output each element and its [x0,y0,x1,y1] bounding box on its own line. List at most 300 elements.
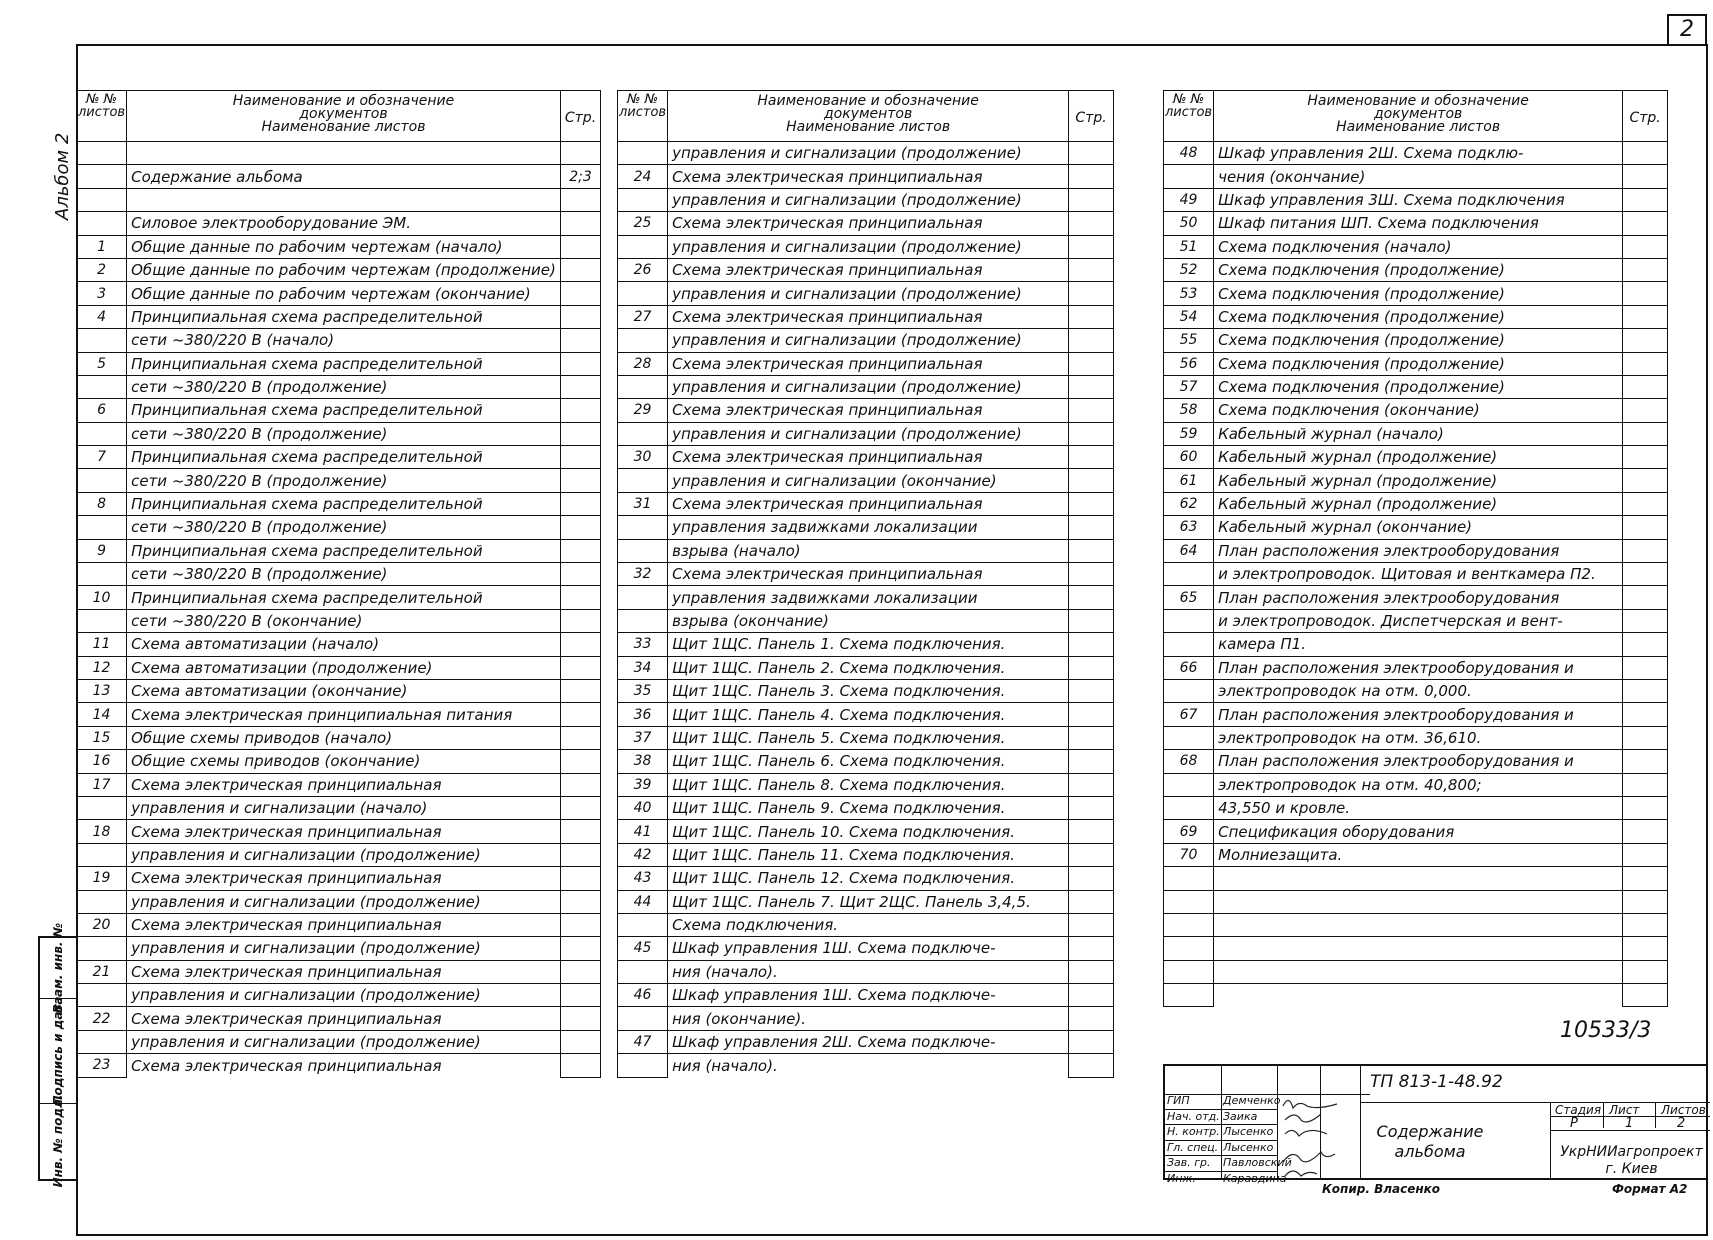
table-row [1164,937,1668,960]
page-cell [1623,258,1668,281]
sheet-name-cell: Схема электрическая принципиальная [668,446,1069,469]
page-cell [1069,1054,1114,1077]
page-cell [1069,843,1114,866]
page-number: 2 [1667,14,1707,44]
sheet-name-cell: Схема подключения (начало) [1214,235,1623,258]
table-row [77,913,601,936]
page-cell [1069,165,1114,188]
document-description: Содержание альбома [1376,1122,1484,1161]
sheet-name-cell: чения (окончание) [1214,165,1623,188]
sheet-number-cell: 20 [77,913,127,936]
page-cell [560,867,600,890]
sheet-number-cell: 59 [1164,422,1214,445]
page-cell [1069,726,1114,749]
table-row [1164,656,1668,679]
page-cell [560,960,600,983]
sheet-name-cell: электропроводок на отм. 40,800; [1214,773,1623,796]
sheet-name-cell: сети ~380/220 В (продолжение) [127,516,561,539]
page-cell [1069,563,1114,586]
sheet-name-cell: управления и сигнализации (продолжение) [127,843,561,866]
table-row [618,399,1114,422]
sheet-number-cell [1164,563,1214,586]
sheet-name-cell: Схема подключения (продолжение) [1214,375,1623,398]
sheet-name-cell: Содержание альбома [127,165,561,188]
sheet-number-cell: 12 [77,656,127,679]
table-row [1164,726,1668,749]
page-cell [560,913,600,936]
page-cell [560,703,600,726]
sheet-number-cell [618,142,668,165]
sheet-number-cell [618,188,668,211]
page-cell [1623,446,1668,469]
table-row [77,750,601,773]
table-row [618,329,1114,352]
page-cell [1623,516,1668,539]
sheet-number-cell: 6 [77,399,127,422]
sheet-number-cell: 9 [77,539,127,562]
header-sheet-number: № № листов [1164,91,1214,142]
page-cell [1069,960,1114,983]
sheet-name-cell: 43,550 и кровле. [1214,796,1623,819]
page-cell [1623,726,1668,749]
table-row [77,703,601,726]
page-cell [560,1054,600,1077]
page-cell [560,142,600,165]
sheet-name-cell: управления и сигнализации (продолжение) [668,188,1069,211]
page-cell [1623,375,1668,398]
sheet-number-cell [77,375,127,398]
sheet-number-cell [1164,984,1214,1007]
table-row [77,375,601,398]
page-cell [560,282,600,305]
sheet-number-cell: 61 [1164,469,1214,492]
page-cell [1623,212,1668,235]
table-row [1164,492,1668,515]
sheet-name-cell: сети ~380/220 В (продолжение) [127,469,561,492]
sheet-name-cell: Схема подключения. [668,913,1069,936]
sheet-number-cell: 40 [618,796,668,819]
table-row [1164,960,1668,983]
sheet-name-cell: Молниезащита. [1214,843,1623,866]
sheet-name-cell: управления и сигнализации (продолжение) [668,375,1069,398]
table-row [77,843,601,866]
table-row [618,352,1114,375]
sheet-number-cell: 47 [618,1030,668,1053]
table-row [1164,984,1668,1007]
format-note: Формат А2 [1612,1182,1688,1196]
side-stamp-replaced-inv: Взам. инв. № [40,938,76,999]
table-row [618,563,1114,586]
page-cell [560,984,600,1007]
sheet-number-cell [618,913,668,936]
table-row [77,446,601,469]
page-cell [560,329,600,352]
sheet-number-cell: 22 [77,1007,127,1030]
sheet-number-cell: 4 [77,305,127,328]
sheet-number-cell [77,165,127,188]
page-cell [1069,235,1114,258]
page-cell [1069,609,1114,632]
page-cell [1069,492,1114,515]
tb-role: Инж. [1167,1171,1196,1185]
header-sheet-number: № № листов [77,91,127,142]
sheet-number-cell: 3 [77,282,127,305]
sheet-name-cell: управления и сигнализации (продолжение) [127,984,561,1007]
sheet-number-cell [618,609,668,632]
sheet-number-cell: 37 [618,726,668,749]
sheet-number-cell [1164,913,1214,936]
index-table-2 [617,90,1114,1078]
side-stamp [38,922,76,1188]
sheet-number-cell [1164,867,1214,890]
page-cell [1069,469,1114,492]
page-cell [1069,984,1114,1007]
sheet-number-cell: 11 [77,633,127,656]
header-name: Наименование и обозначение документов Наименование листов [127,91,561,142]
page-cell [1069,679,1114,702]
sheet-name-cell: Схема подключения (продолжение) [1214,305,1623,328]
sheet-name-cell: Общие схемы приводов (начало) [127,726,561,749]
sheet-name-cell [127,188,561,211]
table-row [618,890,1114,913]
sheet-number-cell [1164,679,1214,702]
sheet-name-cell: управления и сигнализации (продолжение) [127,937,561,960]
table-row [618,282,1114,305]
page-cell [1069,820,1114,843]
sheet-name-cell: сети ~380/220 В (окончание) [127,609,561,632]
sheet-name-cell: Схема электрическая принципиальная [668,305,1069,328]
side-stamp-original-inv: Инв. № подл. [51,1094,65,1188]
header-name: Наименование и обозначение документов Наименование листов [1214,91,1623,142]
sheet-name-cell [1214,937,1623,960]
sheet-number-cell: 36 [618,703,668,726]
sheet-name-cell: Принципиальная схема распределительной [127,399,561,422]
document-code: ТП 813-1-48.92 [1370,1072,1503,1092]
table-row [1164,188,1668,211]
page-cell [1623,469,1668,492]
page-cell [560,609,600,632]
table-row [1164,843,1668,866]
sheet-name-cell: Принципиальная схема распределительной [127,586,561,609]
table-row [618,750,1114,773]
table-row [618,305,1114,328]
page-cell [1069,329,1114,352]
table-row [618,188,1114,211]
sheet-name-cell: управления и сигнализации (продолжение) [127,890,561,913]
sheet-name-cell: Щит 1ЩС. Панель 1. Схема подключения. [668,633,1069,656]
sheet-name-cell: камера П1. [1214,633,1623,656]
sheet-name-cell: Щит 1ЩС. Панель 4. Схема подключения. [668,703,1069,726]
sheet-number-cell: 28 [618,352,668,375]
page-cell [1623,282,1668,305]
page-cell [560,188,600,211]
sheet-number-cell: 68 [1164,750,1214,773]
page-cell [1069,539,1114,562]
page-cell [1623,235,1668,258]
table-row [1164,890,1668,913]
sheet-name-cell: управления и сигнализации (продолжение) [668,235,1069,258]
sheet-name-cell: План расположения электрооборудования и [1214,656,1623,679]
page-cell [560,212,600,235]
tb-roles [1165,1094,1221,1186]
sheet-number-cell [618,282,668,305]
page-cell [560,399,600,422]
sheet-number-cell: 19 [77,867,127,890]
sheet-name-cell: Щит 1ЩС. Панель 11. Схема подключения. [668,843,1069,866]
sheet-number-cell: 54 [1164,305,1214,328]
sheet-name-cell: сети ~380/220 В (продолжение) [127,422,561,445]
sheet-name-cell: Схема автоматизации (начало) [127,633,561,656]
sheet-name-cell: Принципиальная схема распределительной [127,446,561,469]
sheet-name-cell: электропроводок на отм. 0,000. [1214,679,1623,702]
table-row [618,469,1114,492]
table-row [1164,282,1668,305]
sheet-name-cell: Шкаф управления 3Ш. Схема подключения [1214,188,1623,211]
side-stamp-signature-date: Подпись и дата [40,998,76,1104]
sheet-name-cell: Щит 1ЩС. Панель 8. Схема подключения. [668,773,1069,796]
table-row [77,469,601,492]
table-row [77,399,601,422]
sheet-number-cell: 5 [77,352,127,375]
copy-note: Копир. Власенко [1322,1182,1441,1196]
page-cell [1623,867,1668,890]
sheet-number-cell: 39 [618,773,668,796]
sheet-number-cell: 56 [1164,352,1214,375]
sheet-number-cell [77,469,127,492]
header-page: Стр. [1623,91,1668,142]
sheet-name-cell: Принципиальная схема распределительной [127,305,561,328]
tb-role: Гл. спец. [1165,1141,1221,1157]
sheet-name-cell: Щит 1ЩС. Панель 10. Схема подключения. [668,820,1069,843]
table-row [1164,258,1668,281]
page-cell [560,492,600,515]
sheet-name-cell: Схема подключения (продолжение) [1214,258,1623,281]
page-cell [1623,188,1668,211]
sheet-name-cell: управления и сигнализации (окончание) [668,469,1069,492]
page-cell [560,796,600,819]
table-row [1164,539,1668,562]
sheet-number-cell [77,984,127,1007]
page-cell [560,516,600,539]
table-row [618,937,1114,960]
page-cell [1623,422,1668,445]
sheet-number-cell [618,422,668,445]
sheet-name-cell: Схема электрическая принципиальная [668,399,1069,422]
sheet-name-cell: управления и сигнализации (продолжение) [668,282,1069,305]
page-cell [1069,750,1114,773]
sheet-name-cell: Общие данные по рабочим чертежам (начало) [127,235,561,258]
page-cell [1623,960,1668,983]
sheet-name-cell: управления задвижками локализации [668,516,1069,539]
sheet-number-cell [1164,726,1214,749]
table-row [77,867,601,890]
page-cell [560,1030,600,1053]
sheet-name-cell: сети ~380/220 В (начало) [127,329,561,352]
sheet-name-cell: Спецификация оборудования [1214,820,1623,843]
sheet-number-cell: 8 [77,492,127,515]
sheet-number-cell: 43 [618,867,668,890]
table-row [1164,446,1668,469]
sheet-name-cell: Щит 1ЩС. Панель 5. Схема подключения. [668,726,1069,749]
page-cell [560,352,600,375]
page-cell [560,469,600,492]
sheet-number-cell [618,516,668,539]
page-cell [1069,773,1114,796]
page-cell [1623,820,1668,843]
table-row [618,1054,1114,1077]
sheet-name-cell: Кабельный журнал (продолжение) [1214,492,1623,515]
sheet-number-cell: 27 [618,305,668,328]
sheet-number-cell: 10 [77,586,127,609]
sheet-number-cell [77,796,127,819]
table-row [77,586,601,609]
page-cell [1623,305,1668,328]
sheet-number-cell: 13 [77,679,127,702]
table-row [77,563,601,586]
table-row [618,656,1114,679]
page-cell [560,1007,600,1030]
sheet-name-cell: взрыва (начало) [668,539,1069,562]
tb-role: Зав. гр. [1165,1156,1221,1172]
sheet-number-cell [1164,796,1214,819]
table-row [618,796,1114,819]
sheet-number-cell [77,563,127,586]
sheet-name-cell: управления и сигнализации (продолжение) [668,142,1069,165]
page-cell [1623,563,1668,586]
sheet-name-cell: Схема электрическая принципиальная [668,352,1069,375]
table-row [618,258,1114,281]
page-cell [1623,984,1668,1007]
table-row [1164,165,1668,188]
sheet-number-cell [77,890,127,913]
sheet-number-cell [77,212,127,235]
sheet-name-cell: Кабельный журнал (продолжение) [1214,469,1623,492]
sheet-name-cell [1214,984,1623,1007]
sheet-number-cell [618,1007,668,1030]
page-cell [1623,329,1668,352]
table-row [77,633,601,656]
table-row [77,188,601,211]
table-row [618,235,1114,258]
page-cell [560,563,600,586]
table-row [1164,375,1668,398]
table-row [77,726,601,749]
table-row [1164,750,1668,773]
table-row [618,679,1114,702]
sheet-name-cell: Схема электрическая принципиальная [668,212,1069,235]
page-cell [560,773,600,796]
sheet-number-cell [77,937,127,960]
table-row [77,796,601,819]
table-row [1164,796,1668,819]
table-row [1164,516,1668,539]
sheet-number-cell: 16 [77,750,127,773]
page-cell [1623,142,1668,165]
table-row [618,913,1114,936]
sheet-number-cell: 66 [1164,656,1214,679]
index-table-3 [1163,90,1668,1007]
table-row [77,960,601,983]
tb-person: Каравдина [1223,1171,1287,1185]
table-row [77,890,601,913]
sheet-number-cell [77,142,127,165]
sheet-number-cell: 24 [618,165,668,188]
table-row [77,679,601,702]
table-row [618,609,1114,632]
table-row [77,212,601,235]
sheet-number-cell: 44 [618,890,668,913]
page-cell [1069,586,1114,609]
table-row [618,446,1114,469]
sheet-number-cell: 35 [618,679,668,702]
table-row [1164,235,1668,258]
page-cell [1623,937,1668,960]
sheet-number-cell [77,609,127,632]
page-cell [1069,937,1114,960]
sheet-name-cell: Схема автоматизации (окончание) [127,679,561,702]
sheet-number-cell: 26 [618,258,668,281]
page-cell [560,750,600,773]
table-row [77,516,601,539]
sheet-number-cell: 64 [1164,539,1214,562]
index-table-1 [76,90,601,1078]
page-cell [560,937,600,960]
sheet-name-cell: Кабельный журнал (начало) [1214,422,1623,445]
sheet-name-cell: Схема электрическая принципиальная [127,1054,561,1077]
sheet-number-cell: 31 [618,492,668,515]
sheet-number-cell: 32 [618,563,668,586]
archive-code: 10533/3 [1560,1018,1652,1043]
sheet-number-cell: 70 [1164,843,1214,866]
sheet-number-cell [1164,609,1214,632]
sheet-number-cell: 17 [77,773,127,796]
table-row [1164,820,1668,843]
table-row [618,633,1114,656]
table-row [618,843,1114,866]
sheet-name-cell: Схема электрическая принципиальная [127,820,561,843]
page-cell [560,890,600,913]
sheet-number-cell: 48 [1164,142,1214,165]
sheet-name-cell: Схема автоматизации (продолжение) [127,656,561,679]
page-cell [1069,890,1114,913]
sheet-number-cell [618,235,668,258]
table-row [77,1007,601,1030]
sheet-name-cell: Кабельный журнал (продолжение) [1214,446,1623,469]
table-row [1164,633,1668,656]
sheet-name-cell: Шкаф управления 2Ш. Схема подклю- [1214,142,1623,165]
table-row [618,1030,1114,1053]
sheet-number-cell [77,516,127,539]
sheet-name-cell: Общие схемы приводов (окончание) [127,750,561,773]
table-row [77,1030,601,1053]
page-cell [1623,539,1668,562]
sheet-number-cell [77,329,127,352]
page-cell [1623,773,1668,796]
header-page: Стр. [1069,91,1114,142]
sheet-number-cell [618,960,668,983]
organization: УкрНИИагропроект г. Киев [1560,1144,1703,1177]
page-cell [1069,913,1114,936]
page-cell [560,446,600,469]
sheet-name-cell: управления и сигнализации (продолжение) [668,329,1069,352]
page-cell [1069,1030,1114,1053]
table-row [1164,609,1668,632]
sheet-number-cell: 7 [77,446,127,469]
page-cell [560,305,600,328]
page-cell [1069,375,1114,398]
sheet-number-cell: 69 [1164,820,1214,843]
sheet-number-cell: 42 [618,843,668,866]
